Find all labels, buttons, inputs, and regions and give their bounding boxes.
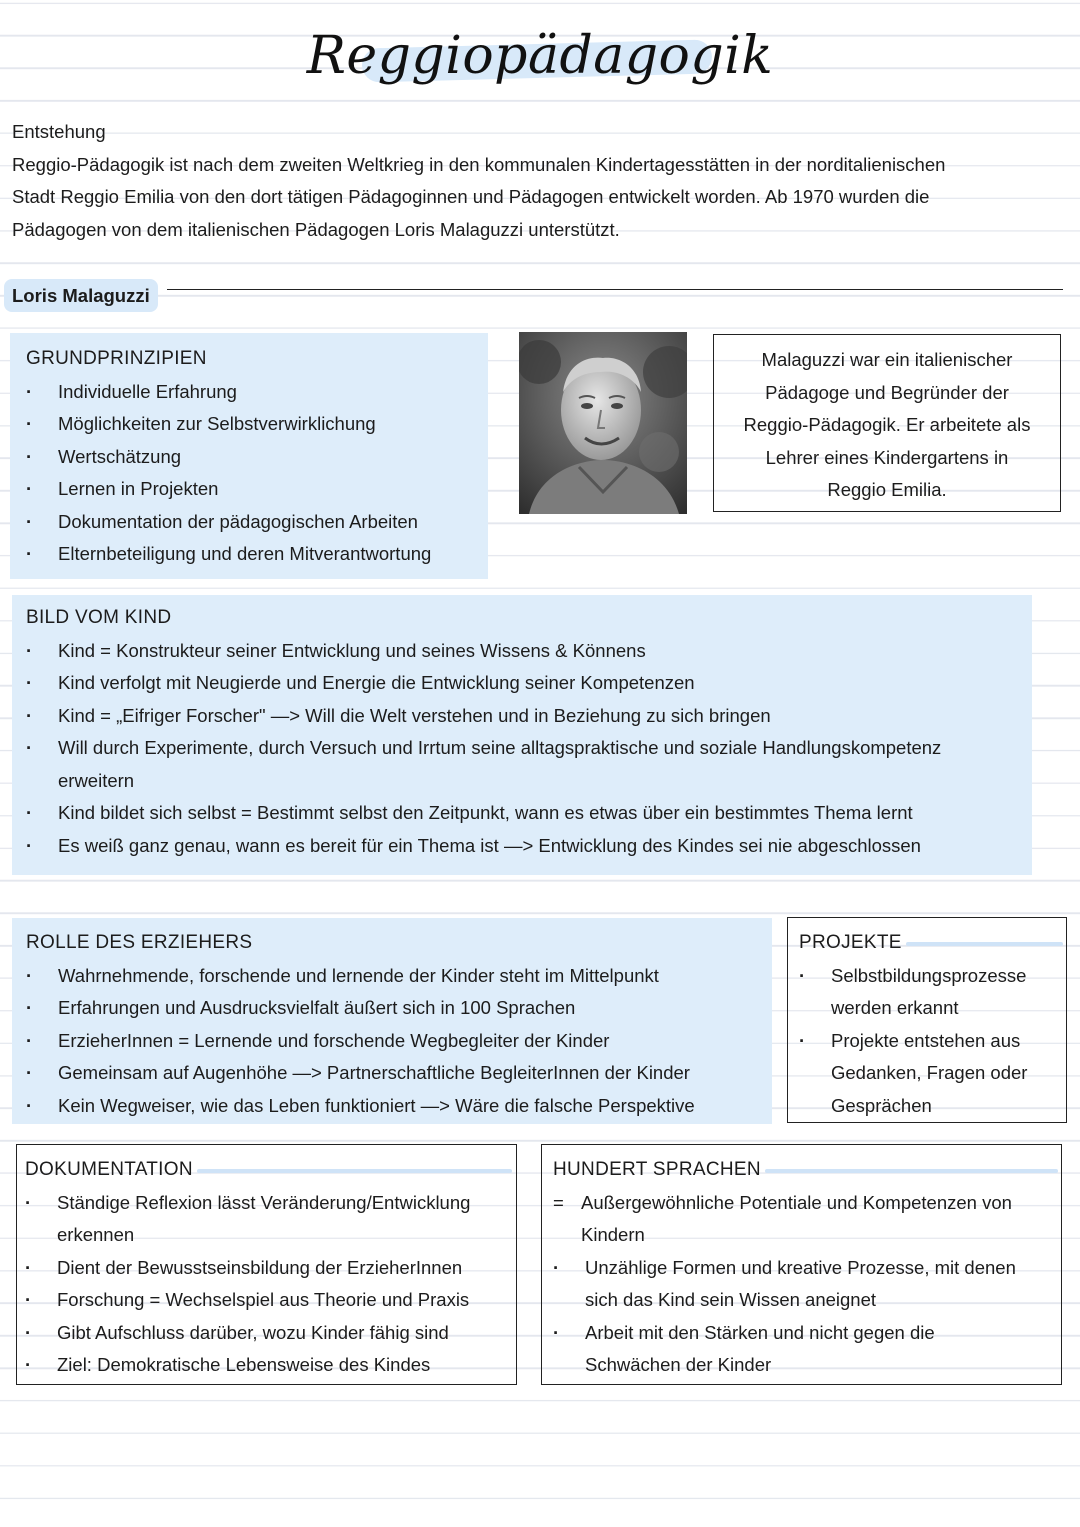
list-item: · Lernen in Projekten bbox=[26, 473, 486, 506]
list-item: · Arbeit mit den Stärken und nicht gegen die bbox=[553, 1317, 1058, 1350]
list-item: · Wahrnehmende, forschende und lernende der Kinder steht im Mittelpunkt bbox=[26, 960, 766, 993]
list-item: · Kein Wegweiser, wie das Leben funktioniert —> Wäre die falsche Perspektive bbox=[26, 1090, 766, 1123]
hundert-sprachen-box bbox=[541, 1144, 1062, 1385]
dokumentation-box bbox=[16, 1144, 517, 1385]
list-item: · Unzählige Formen und kreative Prozesse, mit denen bbox=[553, 1252, 1058, 1285]
list-item-continuation: werden erkannt bbox=[831, 997, 959, 1018]
list-item: · Dokumentation der pädagogischen Arbeiten bbox=[26, 506, 486, 539]
heading-underline bbox=[765, 1169, 1058, 1173]
portrait-image bbox=[519, 332, 687, 514]
entstehung-line: Stadt Reggio Emilia von den dort tätigen Pädagoginnen und Pädagogen entwickelt worden. Ab 1970 wurden die bbox=[12, 186, 930, 207]
list-item-continuation: erkennen bbox=[57, 1224, 135, 1245]
grundprinzipien-section bbox=[26, 343, 486, 571]
bio-line: Reggio-Pädagogik. Er arbeitete als bbox=[743, 414, 1031, 435]
bio-line: Malaguzzi war ein italienischer bbox=[761, 349, 1013, 370]
list-item-continuation: erweitern bbox=[58, 769, 135, 791]
list-item: · Gibt Aufschluss darüber, wozu Kinder fähig sind bbox=[25, 1317, 512, 1350]
malaguzzi-photo bbox=[519, 332, 687, 514]
list-item: · Elternbeteiligung und deren Mitverantwortung bbox=[26, 538, 486, 571]
list-item: · Ziel: Demokratische Lebensweise des Kindes bbox=[25, 1349, 512, 1382]
entstehung-line: Reggio-Pädagogik ist nach dem zweiten Weltkrieg in den kommunalen Kindertagesstätten in der norditalienischen bbox=[12, 153, 946, 175]
dokumentation-heading: DOKUMENTATION bbox=[25, 1159, 193, 1180]
list-item: · Wertschätzung bbox=[26, 441, 486, 474]
list-item: · Kind = Konstrukteur seiner Entwicklung und seines Wissens & Könnens bbox=[26, 635, 1026, 668]
list-item: · Kind bildet sich selbst = Bestimmt selbst den Zeitpunkt, wann es etwas über ein bestimmtes Thema lernt bbox=[26, 797, 1026, 830]
list-item: · Selbstbildungsprozesse bbox=[799, 960, 1063, 993]
bild-vom-kind-section bbox=[26, 602, 1026, 862]
malaguzzi-bio-box bbox=[713, 334, 1061, 512]
projekte-heading: PROJEKTE bbox=[799, 932, 902, 953]
list-item-continuation: Gedanken, Fragen oder bbox=[831, 1062, 1028, 1083]
list-item: · Es weiß ganz genau, wann es bereit für ein Thema ist —> Entwicklung des Kindes sei nie abgeschlossen bbox=[26, 830, 1026, 863]
grundprinzipien-heading: GRUNDPRINZIPIEN bbox=[26, 348, 207, 369]
heading-underline bbox=[906, 942, 1063, 946]
bio-line: Reggio Emilia. bbox=[827, 479, 947, 500]
rolle-heading: ROLLE DES ERZIEHERS bbox=[26, 932, 253, 953]
malaguzzi-heading: Loris Malaguzzi bbox=[4, 279, 158, 312]
list-item: · Forschung = Wechselspiel aus Theorie und Praxis bbox=[25, 1284, 512, 1317]
list-item-continuation: sich das Kind sein Wissen aneignet bbox=[585, 1289, 877, 1310]
list-item: · Individuelle Erfahrung bbox=[26, 376, 486, 409]
bio-line: Lehrer eines Kindergartens in bbox=[765, 446, 1009, 468]
list-item-continuation: Schwächen der Kinder bbox=[585, 1354, 772, 1375]
rolle-section bbox=[26, 927, 766, 1122]
page-title: Reggiopädagogik bbox=[306, 26, 774, 86]
list-item-continuation: Gesprächen bbox=[831, 1094, 932, 1116]
projekte-box bbox=[787, 917, 1067, 1123]
list-item: · Projekte entstehen aus bbox=[799, 1025, 1063, 1058]
heading-underline bbox=[197, 1169, 512, 1173]
list-item: · Will durch Experimente, durch Versuch und Irrtum seine alltagspraktische und soziale Handlungskompetenz bbox=[26, 732, 1026, 765]
list-item: · ErzieherInnen = Lernende und forschende Wegbegleiter der Kinder bbox=[26, 1025, 766, 1058]
list-item: · Kind = „Eifriger Forscher" —> Will die Welt verstehen und in Beziehung zu sich bringen bbox=[26, 700, 1026, 733]
list-item: = Außergewöhnliche Potentiale und Kompetenzen von bbox=[553, 1187, 1058, 1220]
entstehung-heading: Entstehung bbox=[12, 121, 106, 142]
list-item: · Ständige Reflexion lässt Veränderung/Entwicklung bbox=[25, 1187, 512, 1220]
bio-line: Pädagoge und Begründer der bbox=[765, 381, 1009, 403]
entstehung-line: Pädagogen von dem italienischen Pädagogen Loris Malaguzzi unterstützt. bbox=[12, 218, 620, 240]
bild-vom-kind-heading: BILD VOM KIND bbox=[26, 607, 172, 628]
list-item-continuation: Kindern bbox=[581, 1224, 645, 1245]
list-item: · Dient der Bewusstseinsbildung der ErzieherInnen bbox=[25, 1252, 512, 1285]
list-item: · Kind verfolgt mit Neugierde und Energie die Entwicklung seiner Kompetenzen bbox=[26, 667, 1026, 700]
hundert-sprachen-heading: HUNDERT SPRACHEN bbox=[553, 1159, 761, 1180]
list-item: · Möglichkeiten zur Selbstverwirklichung bbox=[26, 408, 486, 441]
list-item: · Erfahrungen und Ausdrucksvielfalt äußert sich in 100 Sprachen bbox=[26, 992, 766, 1025]
entstehung-section bbox=[12, 116, 1072, 246]
list-item: · Gemeinsam auf Augenhöhe —> Partnerschaftliche BegleiterInnen der Kinder bbox=[26, 1057, 766, 1090]
heading-rule bbox=[167, 289, 1063, 290]
